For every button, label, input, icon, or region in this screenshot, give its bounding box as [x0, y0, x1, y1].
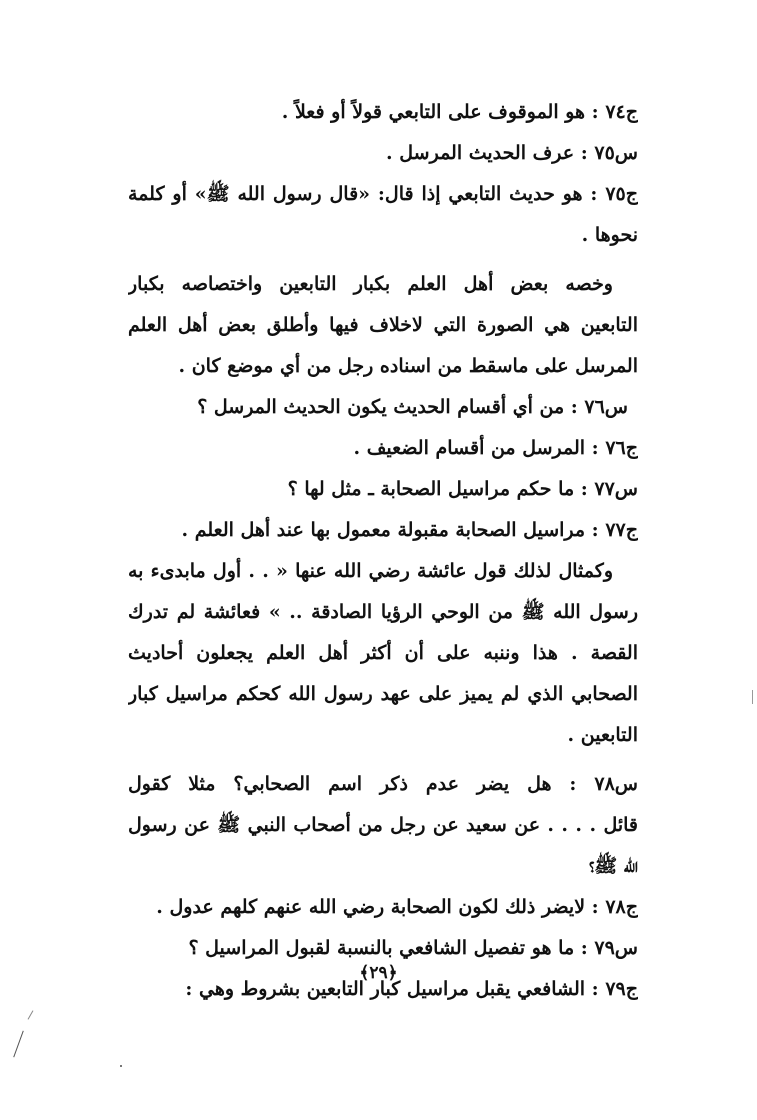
example-line-1: وكمثال لذلك قول عائشة رضي الله عنها « . . أول مابدىء به [128, 560, 613, 582]
page-number: ﴿٢٩﴾ [359, 963, 398, 983]
main-text-block [128, 92, 638, 1010]
paragraph-line-3: المرسل على ماسقط من اسناده رجل من أي موضع كان . [178, 355, 638, 377]
answer-77-line: ج٧٧ : مراسيل الصحابة مقبولة معمول بها عند أهل العلم . [181, 519, 638, 541]
scan-artifact [13, 1031, 24, 1058]
scan-artifact [752, 690, 753, 704]
answer-75-line: ج٧٥ : هو حديث التابعي إذا قال: «قال رسول الله ﷺ» أو كلمة [128, 183, 638, 205]
question-78-end: الله ﷺ؟ [589, 855, 638, 877]
paragraph-gap [128, 256, 638, 264]
paragraph-line-2: التابعين هي الصورة التي لاخلاف فيها وأطلق بعض أهل العلم [128, 314, 638, 336]
example-line-2: رسول الله ﷺ من الوحي الرؤيا الصادقة .. » فعائشة لم تدرك [128, 601, 638, 623]
answer-74-line: ج٧٤ : هو الموقوف على التابعي قولاً أو فعلاً . [281, 101, 638, 123]
answer-78-line: ج٧٨ : لايضر ذلك لكون الصحابة رضي الله عنهم كلهم عدول . [156, 896, 638, 918]
example-line-4: الصحابي الذي لم يميز على عهد رسول الله كحكم مراسيل كبار [128, 683, 638, 705]
question-77-line: س٧٧ : ما حكم مراسيل الصحابة ـ مثل لها ؟ [287, 478, 638, 500]
example-line-3: القصة . هذا وننبه على أن أكثر أهل العلم يجعلون أحاديث [128, 642, 638, 664]
question-78-continuation: قائل . . . . عن سعيد عن رجل من أصحاب النبي ﷺ عن رسول [128, 814, 638, 836]
question-76-line: س٧٦ : من أي أقسام الحديث يكون الحديث المرسل ؟ [197, 396, 628, 418]
answer-79-line: ج٧٩ : الشافعي يقبل مراسيل كبار التابعين بشروط وهي : [185, 978, 638, 1000]
question-79-line: س٧٩ : ما هو تفصيل الشافعي بالنسبة لقبول المراسيل ؟ [188, 937, 638, 959]
answer-76-line: ج٧٦ : المرسل من أقسام الضعيف . [353, 437, 638, 459]
example-line-5: التابعين . [567, 724, 638, 746]
answer-75-continuation: نحوها . [581, 224, 638, 246]
scan-artifact [28, 1010, 34, 1019]
question-75-line: س٧٥ : عرف الحديث المرسل . [386, 142, 638, 164]
paragraph-gap [128, 756, 638, 764]
paragraph-line-1: وخصه بعض أهل العلم بكبار التابعين واختصاصه بكبار [128, 273, 613, 295]
scan-artifact [120, 1065, 122, 1067]
question-78-line: س٧٨ : هل يضر عدم ذكر اسم الصحابي؟ مثلا كقول [128, 773, 638, 795]
